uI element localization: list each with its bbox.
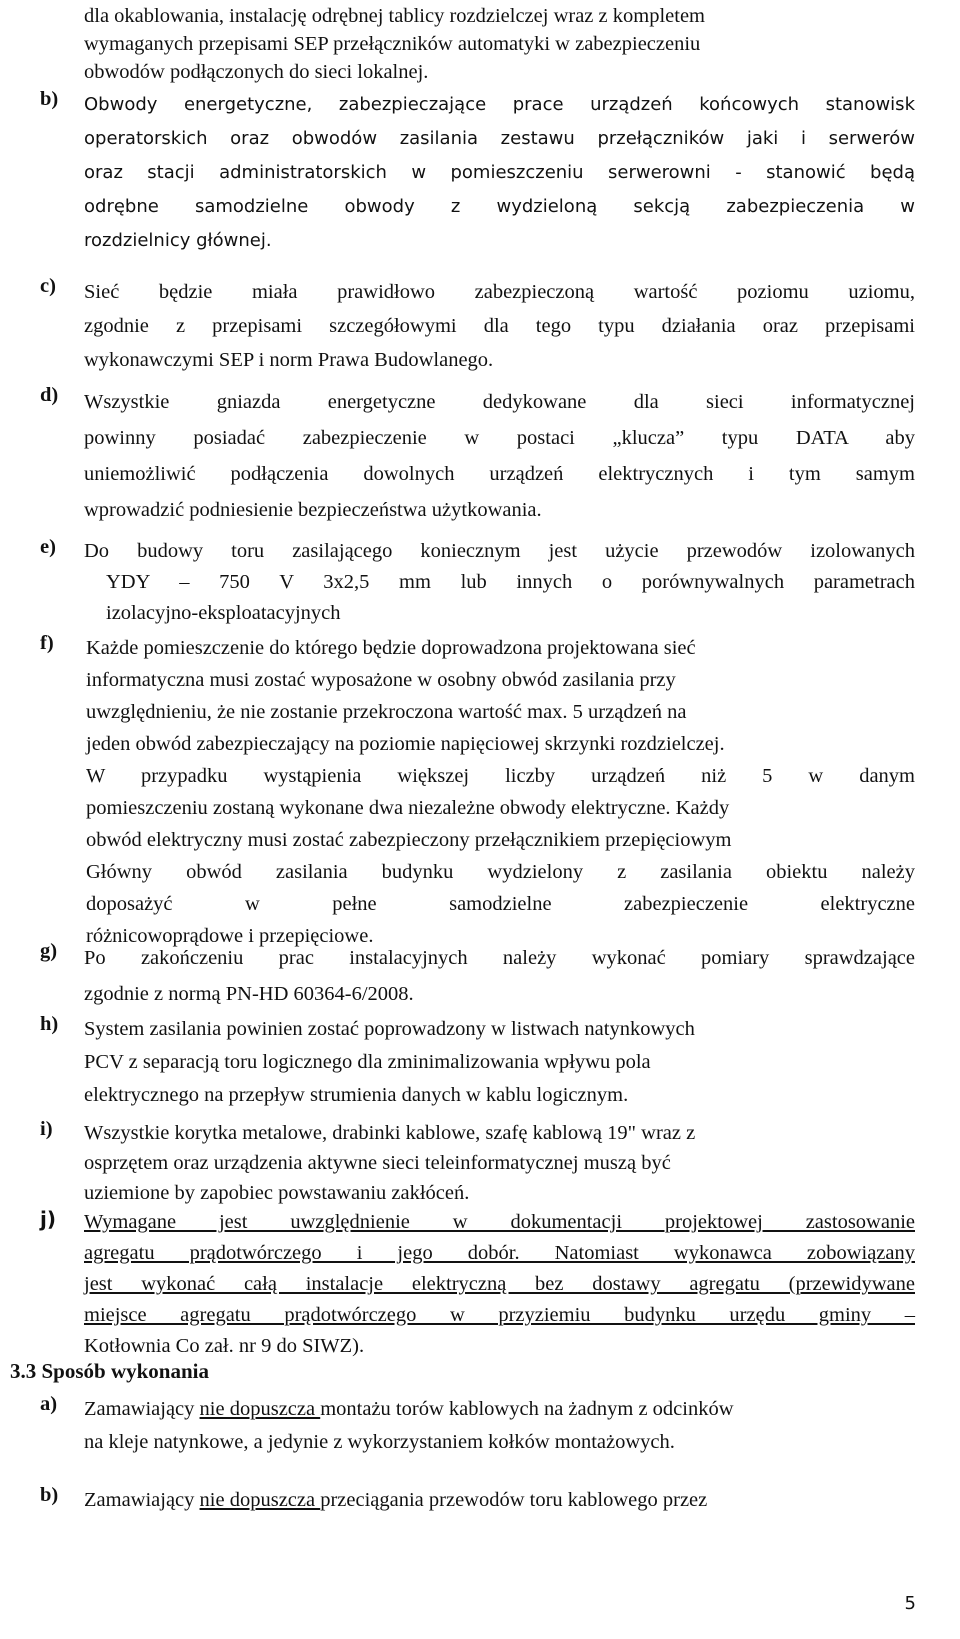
list-item-h	[40, 1013, 915, 1112]
text-line: osprzętem oraz urządzenia aktywne sieci teleinformatycznej muszą być	[84, 1152, 671, 1174]
text-line: miejsce agregatu prądotwórczego w przyziemiu budynku urzędu gminy –	[84, 1304, 915, 1326]
text-line: Obwody energetyczne, zabezpieczające prace urządzeń końcowych stanowisk	[84, 94, 915, 115]
list-item-label: d)	[40, 384, 59, 406]
text-line: Do budowy toru zasilającego koniecznym jest użycie przewodów izolowanych	[84, 540, 915, 562]
list-item-label: b)	[40, 1484, 59, 1506]
text-line: Kotłownia Co zał. nr 9 do SIWZ).	[84, 1335, 365, 1357]
text-line: obwód elektryczny musi zostać zabezpieczony przełącznikiem przepięciowym	[86, 829, 732, 851]
list-item-label: i)	[40, 1118, 53, 1140]
text-segment: przeciągania przewodów toru kablowego przez	[320, 1489, 708, 1511]
text-line: System zasilania powinien zostać poprowadzony w listwach natynkowych	[84, 1018, 695, 1040]
text-line: wprowadzić podniesienie bezpieczeństwa użytkowania.	[84, 499, 542, 521]
page-number: 5	[904, 1593, 916, 1614]
section-heading: 3.3 Sposób wykonania	[10, 1359, 209, 1383]
text-line: informatyczna musi zostać wyposażone w osobny obwód zasilania przy	[86, 669, 676, 691]
list-item-i	[40, 1118, 915, 1208]
text-line: agregatu prądotwórczego i jego dobór. Natomiast wykonawca zobowiązany	[84, 1242, 915, 1264]
list-item-b	[40, 88, 915, 258]
underlined-text: nie dopuszcza	[199, 1398, 321, 1420]
list-item-f	[40, 632, 915, 952]
list-item-label: h)	[40, 1013, 59, 1035]
text-line	[84, 1484, 915, 1517]
text-line: Sieć będzie miała prawidłowo zabezpieczoną wartość poziomu uziomu,	[84, 281, 915, 303]
text-line: doposażyć w pełne samodzielne zabezpieczenie elektryczne	[86, 893, 915, 915]
list-item-label: f)	[40, 632, 54, 654]
text-line: elektrycznego na przepływ strumienia danych w kablu logicznym.	[84, 1084, 629, 1106]
text-line: Wymagane jest uwzględnienie w dokumentacji projektowej zastosowanie	[84, 1211, 915, 1233]
text-line: zgodnie z przepisami szczegółowymi dla tego typu działania oraz przepisami	[84, 315, 915, 337]
text-line	[84, 1393, 915, 1426]
text-line: Po zakończeniu prac instalacyjnych należy wykonać pomiary sprawdzające	[84, 947, 915, 969]
text-line: powinny posiadać zabezpieczenie w postaci „klucza” typu DATA aby	[84, 427, 915, 449]
underlined-text: nie dopuszcza	[199, 1489, 321, 1511]
text-line: Główny obwód zasilania budynku wydzielony z zasilania obiektu należy	[86, 861, 915, 883]
list-item-label: j)	[40, 1207, 56, 1231]
text-line: uziemione by zapobiec powstawaniu zakłóceń.	[84, 1182, 470, 1204]
text-line: Każde pomieszczenie do którego będzie doprowadzona projektowana sieć	[86, 637, 696, 659]
text-line: operatorskich oraz obwodów zasilania zestawu przełączników jaki i serwerów	[84, 128, 915, 149]
text-line: na kleje natynkowe, a jedynie z wykorzystaniem kołków montażowych.	[84, 1431, 675, 1453]
list-item-label: g)	[40, 940, 58, 962]
list-item-label: a)	[40, 1393, 58, 1415]
text-line: Wszystkie gniazda energetyczne dedykowane dla sieci informatycznej	[84, 391, 915, 413]
text-line: izolacyjno-eksploatacyjnych	[106, 602, 341, 624]
text-line: odrębne samodzielne obwody z wydzieloną sekcją zabezpieczenia w	[84, 196, 915, 217]
text-line: pomieszczeniu zostaną wykonane dwa niezależne obwody elektryczne. Każdy	[86, 797, 730, 819]
list-item-j	[40, 1207, 915, 1362]
text-segment: Zamawiający	[84, 1489, 200, 1511]
section-item-a	[40, 1393, 915, 1459]
text-line: uniemożliwić podłączenia dowolnych urządzeń elektrycznych i tym samym	[84, 463, 915, 485]
text-line: Wszystkie korytka metalowe, drabinki kablowe, szafę kablową 19" wraz z	[84, 1122, 696, 1144]
text-line: obwodów podłączonych do sieci lokalnej.	[84, 61, 429, 83]
intro-paragraph	[40, 2, 915, 86]
list-item-label: e)	[40, 536, 56, 558]
list-item-g	[40, 940, 915, 1012]
text-line: uwzględnieniu, że nie zostanie przekroczona wartość max. 5 urządzeń na	[86, 701, 687, 723]
list-item-label: c)	[40, 275, 56, 297]
text-segment: Zamawiający	[84, 1398, 200, 1420]
text-line: dla okablowania, instalację odrębnej tablicy rozdzielczej wraz z kompletem	[84, 5, 705, 27]
text-line: jeden obwód zabezpieczający na poziomie napięciowej skrzynki rozdzielczej.	[86, 733, 725, 755]
list-item-c	[40, 275, 915, 377]
text-line: wymaganych przepisami SEP przełączników automatyki w zabezpieczeniu	[84, 33, 701, 55]
text-line: YDY – 750 V 3x2,5 mm lub innych o porównywalnych parametrach	[106, 571, 915, 593]
list-item-d	[40, 384, 915, 528]
text-line: oraz stacji administratorskich w pomieszczeniu serwerowni - stanowić będą	[84, 162, 915, 183]
list-item-e	[40, 536, 915, 629]
text-line: W przypadku wystąpienia większej liczby urządzeń niż 5 w danym	[86, 765, 915, 787]
text-segment: montażu torów kablowych na żadnym z odcinków	[320, 1398, 734, 1420]
text-line: wykonawczymi SEP i norm Prawa Budowlanego.	[84, 349, 494, 371]
text-line: PCV z separacją toru logicznego dla zminimalizowania wpływu pola	[84, 1051, 651, 1073]
text-line: jest wykonać całą instalacje elektryczną bez dostawy agregatu (przewidywane	[84, 1273, 915, 1295]
text-line: różnicowoprądowe i przepięciowe.	[86, 925, 374, 947]
section-item-b	[40, 1484, 915, 1517]
list-item-label: b)	[40, 88, 59, 110]
text-line: rozdzielnicy głównej.	[84, 230, 272, 251]
text-line: zgodnie z normą PN-HD 60364-6/2008.	[84, 983, 414, 1005]
